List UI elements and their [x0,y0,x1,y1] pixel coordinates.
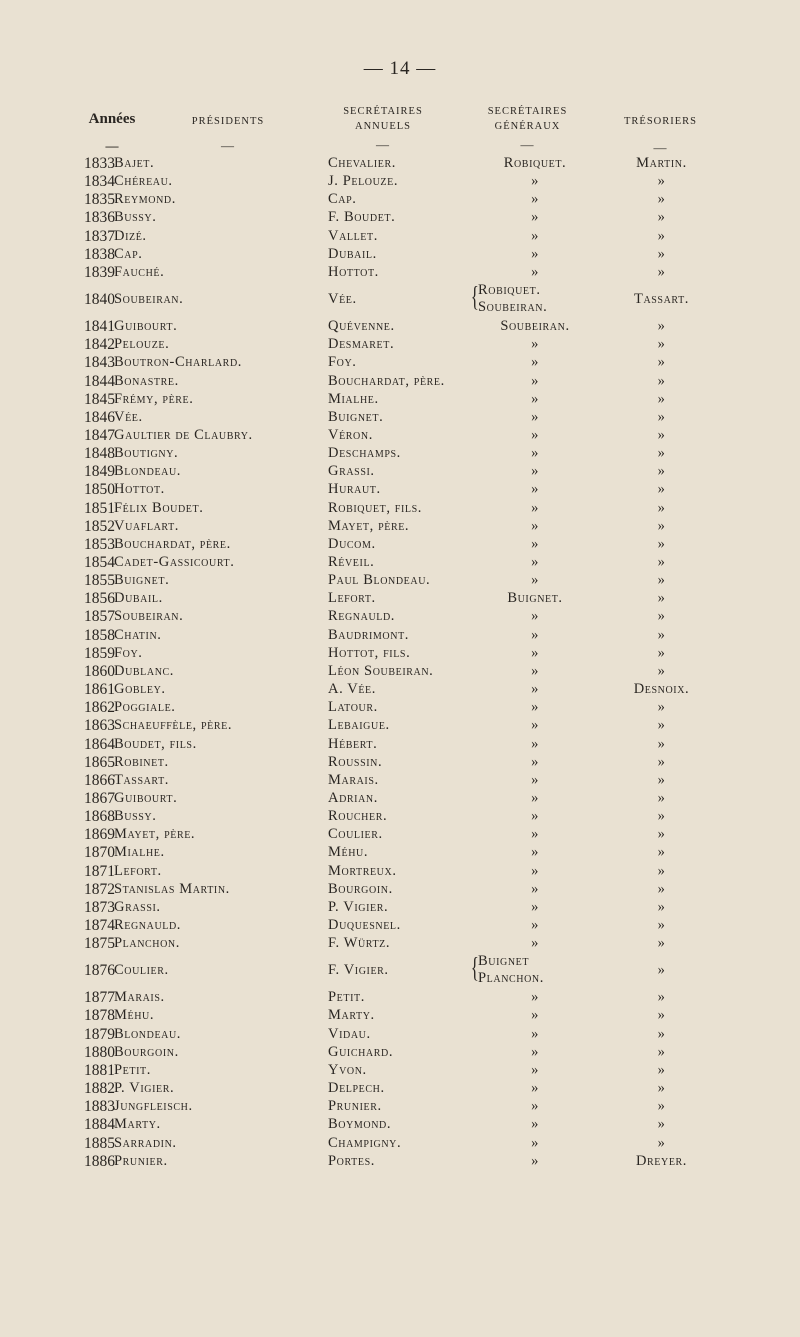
row-year: 1876 [84,962,115,980]
row-secretaire-annuel: Delpech. [328,1080,385,1097]
row-year: 1849 [84,463,115,481]
row-secretaire-general: » [531,917,539,933]
row-secretaire-general: » [531,1043,539,1060]
row-tresorier: » [657,336,666,353]
row-secretaire-general: » [531,662,539,679]
row-secretaire-annuel: Duquesnel. [328,917,401,933]
row-president: Boudet, fils. [114,735,197,752]
row-secretaire-general: » [531,572,539,589]
row-tresorier: » [657,390,666,407]
row-tresorier: » [657,789,666,806]
row-secretaire-annuel: Boymond. [328,1116,392,1133]
row-president: Bussy. [114,209,157,226]
row-secretaire-annuel: Marais. [328,771,379,788]
row-year: 1869 [84,826,115,844]
row-secretaire-annuel: F. Vigier. [328,962,389,979]
header-presidents-label: PRÉSIDENTS [191,116,265,127]
row-president: Blondeau. [114,463,182,480]
row-secretaire-general-line: Soubeiran. [478,299,548,316]
row-year: 1858 [84,626,115,644]
row-year: 1883 [84,1098,115,1116]
row-secretaire-annuel: Véron. [328,426,373,443]
row-secretaire-annuel: Roucher. [328,808,388,825]
row-president: Soubeiran. [114,291,184,308]
row-tresorier: » [657,862,666,879]
row-secretaire-annuel: Hottot, fils. [328,644,411,661]
row-secretaire-annuel: Vée. [328,291,357,308]
row-secretaire-general: » [531,209,539,226]
row-president: Grassi. [114,898,161,915]
row-secretaire-general: » [531,844,539,861]
row-president: Prunier. [114,1152,168,1169]
header-tresoriers-label: TRÉSORIERS [623,116,697,127]
row-secretaire-general: » [531,263,539,280]
row-president: Robinet. [114,753,169,770]
row-tresorier: » [657,608,666,625]
row-secretaire-general: » [531,862,539,879]
row-secretaire-annuel: Baudrimont. [328,626,410,643]
row-president: Gobley. [114,681,166,698]
row-year: 1836 [84,209,115,227]
row-year: 1880 [84,1043,115,1061]
row-secretaire-annuel: Buignet. [328,408,384,425]
row-president: Chatin. [114,626,162,643]
row-tresorier: » [657,1116,666,1133]
row-year: 1886 [84,1152,115,1170]
row-tresorier: » [657,662,666,679]
row-secretaire-annuel: Regnauld. [328,608,396,625]
row-secretaire-annuel: Quévenne. [328,318,395,335]
row-tresorier: » [657,408,666,425]
row-year: 1865 [84,753,115,771]
row-year: 1844 [84,372,115,390]
row-secretaire-general: » [531,535,539,552]
row-secretaire-annuel: Mortreux. [328,862,397,879]
row-secretaire-annuel: Ducom. [328,535,376,552]
row-president: Cap. [114,245,143,262]
row-year: 1871 [84,862,115,880]
row-secretaire-general: » [531,1025,539,1042]
row-year: 1860 [84,662,115,680]
row-year: 1877 [84,989,115,1007]
row-year: 1861 [84,681,115,699]
row-president: Tassart. [114,771,170,788]
row-president: Guibourt. [114,789,178,806]
row-secretaire-annuel: Léon Soubeiran. [328,662,434,679]
row-tresorier: » [657,173,666,190]
row-secretaire-general: » [531,372,539,389]
row-tresorier: » [657,318,666,335]
row-secretaire-general: » [531,771,539,788]
row-secretaire-annuel: Champigny. [328,1134,402,1151]
row-tresorier: » [657,917,666,933]
row-tresorier: » [657,191,666,208]
row-secretaire-general: » [531,499,539,516]
row-president: Petit. [114,1061,151,1078]
row-year: 1843 [84,354,115,372]
row-tresorier: Dreyer. [635,1152,688,1169]
row-president: Gaultier de Claubry. [114,426,253,443]
row-secretaire-annuel: Bouchardat, père. [328,372,445,389]
row-tresorier: » [657,808,666,825]
row-year: 1846 [84,408,115,426]
row-president: Dublanc. [114,662,175,679]
row-president: Buignet. [114,572,170,589]
row-secretaire-general: » [531,753,539,770]
row-president: Dizé. [114,227,147,244]
row-secretaire-general: » [531,1080,539,1097]
row-tresorier: » [657,626,666,643]
row-year: 1873 [84,898,115,916]
row-year: 1882 [84,1080,115,1098]
row-year: 1872 [84,880,115,898]
row-tresorier: » [657,535,666,552]
row-year: 1862 [84,699,115,717]
row-secretaire-annuel: F. Würtz. [328,935,391,952]
row-secretaire-general: » [531,789,539,806]
row-secretaire-annuel: Yvon. [328,1061,367,1078]
row-tresorier: » [657,1098,666,1115]
row-secretaire-annuel: Adrian. [328,789,378,806]
row-secretaire-general: » [531,808,539,825]
row-president: Cadet-Gassicourt. [114,554,235,570]
row-tresorier: Tassart. [633,291,690,308]
row-year: 1856 [84,590,115,608]
row-secretaire-annuel: Paul Blondeau. [328,572,431,589]
header-tresoriers-dash: — [653,140,668,155]
row-president: Félix Boudet. [114,499,204,516]
row-secretaire-general: » [531,935,539,952]
row-year: 1835 [84,191,115,209]
header-annees-dash: — [105,138,119,153]
row-president: Blondeau. [114,1025,182,1042]
row-president: Mialhe. [114,844,165,861]
row-year: 1838 [84,245,115,263]
row-president: Hottot. [114,481,165,498]
row-year: 1875 [84,935,115,953]
row-secretaire-general: » [531,717,539,734]
row-year: 1870 [84,844,115,862]
row-year: 1881 [84,1061,115,1079]
row-tresorier: » [657,245,666,262]
row-president: Pelouze. [114,336,170,353]
header-sg-line1: SECRÉTAIRES [487,106,568,117]
row-year: 1852 [84,517,115,535]
row-year: 1840 [84,291,115,309]
row-tresorier: » [657,717,666,734]
row-year: 1842 [84,336,115,354]
row-year: 1868 [84,808,115,826]
row-president: Stanislas Martin. [114,880,230,897]
row-tresorier: » [657,1043,666,1060]
row-tresorier: » [657,826,666,843]
row-president: Vée. [114,408,143,425]
row-tresorier: » [657,898,666,915]
row-year: 1879 [84,1025,115,1043]
row-secretaire-general: » [531,1152,539,1169]
brace-icon: { [470,953,479,985]
row-secretaire-general: Soubeiran. [500,318,570,335]
page-number: — 14 — [363,58,437,79]
row-secretaire-annuel: Vallet. [328,227,378,244]
row-tresorier: » [657,227,666,244]
row-year: 1859 [84,644,115,662]
row-secretaire-general: » [531,1007,539,1024]
row-president: Bonastre. [114,372,179,389]
row-year: 1850 [84,481,115,499]
row-secretaire-general: » [531,1116,539,1133]
row-tresorier: » [657,735,666,752]
row-tresorier: » [657,1061,666,1078]
row-secretaire-general: » [531,826,539,843]
row-secretaire-general: » [531,426,539,443]
row-secretaire-annuel: Hottot. [328,263,379,280]
row-secretaire-general: » [531,880,539,897]
row-tresorier: » [657,1080,666,1097]
row-secretaire-general: » [531,644,539,661]
row-secretaire-annuel: Vidau. [328,1025,371,1042]
row-secretaire-annuel: A. Vée. [328,681,376,698]
row-secretaire-general: » [531,735,539,752]
row-secretaire-general: » [531,336,539,353]
header-sa-line1: SECRÉTAIRES [343,106,423,117]
row-secretaire-general: » [531,626,539,643]
row-secretaire-general: » [531,898,539,915]
row-secretaire-general: Buignet. [507,590,563,607]
row-year: 1851 [84,499,115,517]
row-year: 1874 [84,917,115,934]
row-president: P. Vigier. [114,1080,175,1097]
row-secretaire-annuel: Portes. [328,1152,375,1169]
row-secretaire-annuel: Hébert. [328,735,378,752]
row-tresorier: » [657,962,666,979]
header-annees-label: Années [88,111,136,127]
row-secretaire-annuel: Réveil. [328,554,375,570]
row-year: 1839 [84,263,115,281]
row-tresorier: » [657,935,666,952]
row-president: Frémy, père. [114,390,194,407]
row-tresorier: » [657,263,666,280]
row-secretaire-general: » [531,554,539,570]
row-year: 1848 [84,445,115,463]
row-secretaire-annuel: Roussin. [328,753,383,770]
row-year: 1885 [84,1134,115,1152]
row-year: 1878 [84,1007,115,1025]
row-secretaire-general: » [531,390,539,407]
row-secretaire-annuel: Bourgoin. [328,880,393,897]
row-tresorier: » [657,880,666,897]
row-secretaire-general-line: Robiquet. [478,282,541,299]
row-tresorier: » [657,753,666,770]
row-tresorier: » [657,1007,666,1024]
row-secretaire-general: » [531,517,539,534]
row-secretaire-annuel: Lefort. [328,590,376,607]
row-year: 1833 [84,155,115,172]
row-year: 1845 [84,390,115,408]
row-tresorier: » [657,481,666,498]
row-secretaire-annuel: Mayet, père. [328,517,410,534]
row-secretaire-annuel: Robiquet, fils. [328,499,422,516]
row-secretaire-annuel: Petit. [328,989,365,1006]
row-tresorier: Martin. [636,155,687,171]
row-year: 1884 [84,1116,115,1134]
row-secretaire-general: » [531,173,539,190]
row-year: 1841 [84,318,115,336]
row-year: 1837 [84,227,115,245]
row-president: Schaeuffèle, père. [114,717,233,734]
row-president: Jungfleisch. [114,1098,193,1115]
row-tresorier: » [657,572,666,589]
row-tresorier: » [657,499,666,516]
row-year: 1854 [84,554,115,571]
row-president: Méhu. [114,1007,155,1024]
row-secretaire-general: » [531,1098,539,1115]
row-president: Boutigny. [114,445,179,462]
row-secretaire-annuel: Grassi. [328,463,375,480]
row-tresorier: » [657,699,666,716]
row-secretaire-general: » [531,481,539,498]
row-president: Bajet. [114,155,155,171]
row-president: Vuaflart. [114,517,180,534]
row-secretaire-annuel: Deschamps. [328,445,401,462]
row-tresorier: » [657,517,666,534]
header-sg-dash: — [520,137,535,152]
row-tresorier: » [657,445,666,462]
row-tresorier: » [657,644,666,661]
row-tresorier: » [657,989,666,1006]
row-president: Soubeiran. [114,608,184,625]
row-year: 1834 [84,173,115,191]
row-secretaire-annuel: Lebaigue. [328,717,390,734]
row-tresorier: » [657,844,666,861]
row-tresorier: » [657,554,666,570]
row-president: Marais. [114,989,165,1006]
row-year: 1864 [84,735,115,753]
row-year: 1853 [84,535,115,553]
row-secretaire-general: » [531,463,539,480]
row-secretaire-general-line: Planchon. [478,970,544,987]
row-president: Dubail. [114,590,163,607]
row-year: 1863 [84,717,115,735]
row-tresorier: » [657,463,666,480]
brace-icon: { [470,282,479,314]
row-president: Lefort. [114,862,162,879]
header-sa-dash: — [376,137,390,152]
row-president: Marty. [114,1116,161,1133]
row-president: Bussy. [114,808,157,825]
row-president: Guibourt. [114,318,178,335]
row-president: Coulier. [114,962,169,979]
row-president: Foy. [114,644,143,661]
row-secretaire-annuel: Méhu. [328,844,369,861]
row-year: 1855 [84,572,115,590]
row-tresorier: Desnoix. [633,681,690,698]
row-year: 1867 [84,789,115,807]
row-secretaire-annuel: F. Boudet. [328,209,396,226]
row-president: Poggiale. [114,699,176,716]
row-secretaire-general: » [531,1061,539,1078]
row-president: Regnauld. [114,917,182,933]
row-tresorier: » [657,426,666,443]
row-secretaire-annuel: Mialhe. [328,390,379,407]
row-secretaire-annuel: Prunier. [328,1098,382,1115]
row-secretaire-annuel: Dubail. [328,245,377,262]
row-president: Bourgoin. [114,1043,179,1060]
row-secretaire-general: » [531,354,539,371]
row-year: 1866 [84,771,115,789]
row-secretaire-general: » [531,445,539,462]
row-secretaire-annuel: Marty. [328,1007,375,1024]
row-secretaire-general: » [531,699,539,716]
row-secretaire-annuel: Desmaret. [328,336,395,353]
row-secretaire-annuel: Coulier. [328,826,383,843]
row-secretaire-annuel: Latour. [328,699,378,716]
row-year: 1857 [84,608,115,626]
row-tresorier: » [657,354,666,371]
row-president: Reymond. [114,191,176,208]
row-secretaire-annuel: Foy. [328,354,357,371]
header-sg-line2: GÉNÉRAUX [494,121,561,132]
row-secretaire-general: » [531,245,539,262]
row-year: 1847 [84,426,115,444]
row-president: Bouchardat, père. [114,535,231,552]
row-tresorier: » [657,1025,666,1042]
row-secretaire-annuel: Cap. [328,191,357,208]
row-tresorier: » [657,372,666,389]
row-president: Planchon. [114,935,180,952]
row-secretaire-general: » [531,1134,539,1151]
row-president: Mayet, père. [114,826,196,843]
row-president: Boutron-Charlard. [114,354,242,371]
row-secretaire-general-line: Buignet [478,953,530,970]
row-tresorier: » [657,1134,666,1151]
row-secretaire-general: » [531,608,539,625]
row-secretaire-general: » [531,681,539,698]
row-secretaire-annuel: Huraut. [328,481,381,498]
row-secretaire-annuel: P. Vigier. [328,898,389,915]
row-secretaire-general: Robiquet. [503,155,567,171]
header-sa-line2: ANNUELS [355,121,411,132]
row-president: Sarradin. [114,1134,177,1151]
row-tresorier: » [657,209,666,226]
row-tresorier: » [657,771,666,788]
row-secretaire-annuel: J. Pelouze. [328,173,399,190]
row-secretaire-general: » [531,989,539,1006]
header-presidents-dash: — [221,138,235,153]
row-president: Chéreau. [114,173,173,190]
row-secretaire-annuel: Chevalier. [328,155,396,171]
row-secretaire-general: » [531,191,539,208]
row-tresorier: » [657,590,666,607]
row-secretaire-annuel: Guichard. [328,1043,394,1060]
row-secretaire-general: » [531,408,539,425]
row-secretaire-general: » [531,227,539,244]
row-president: Fauché. [114,263,165,280]
